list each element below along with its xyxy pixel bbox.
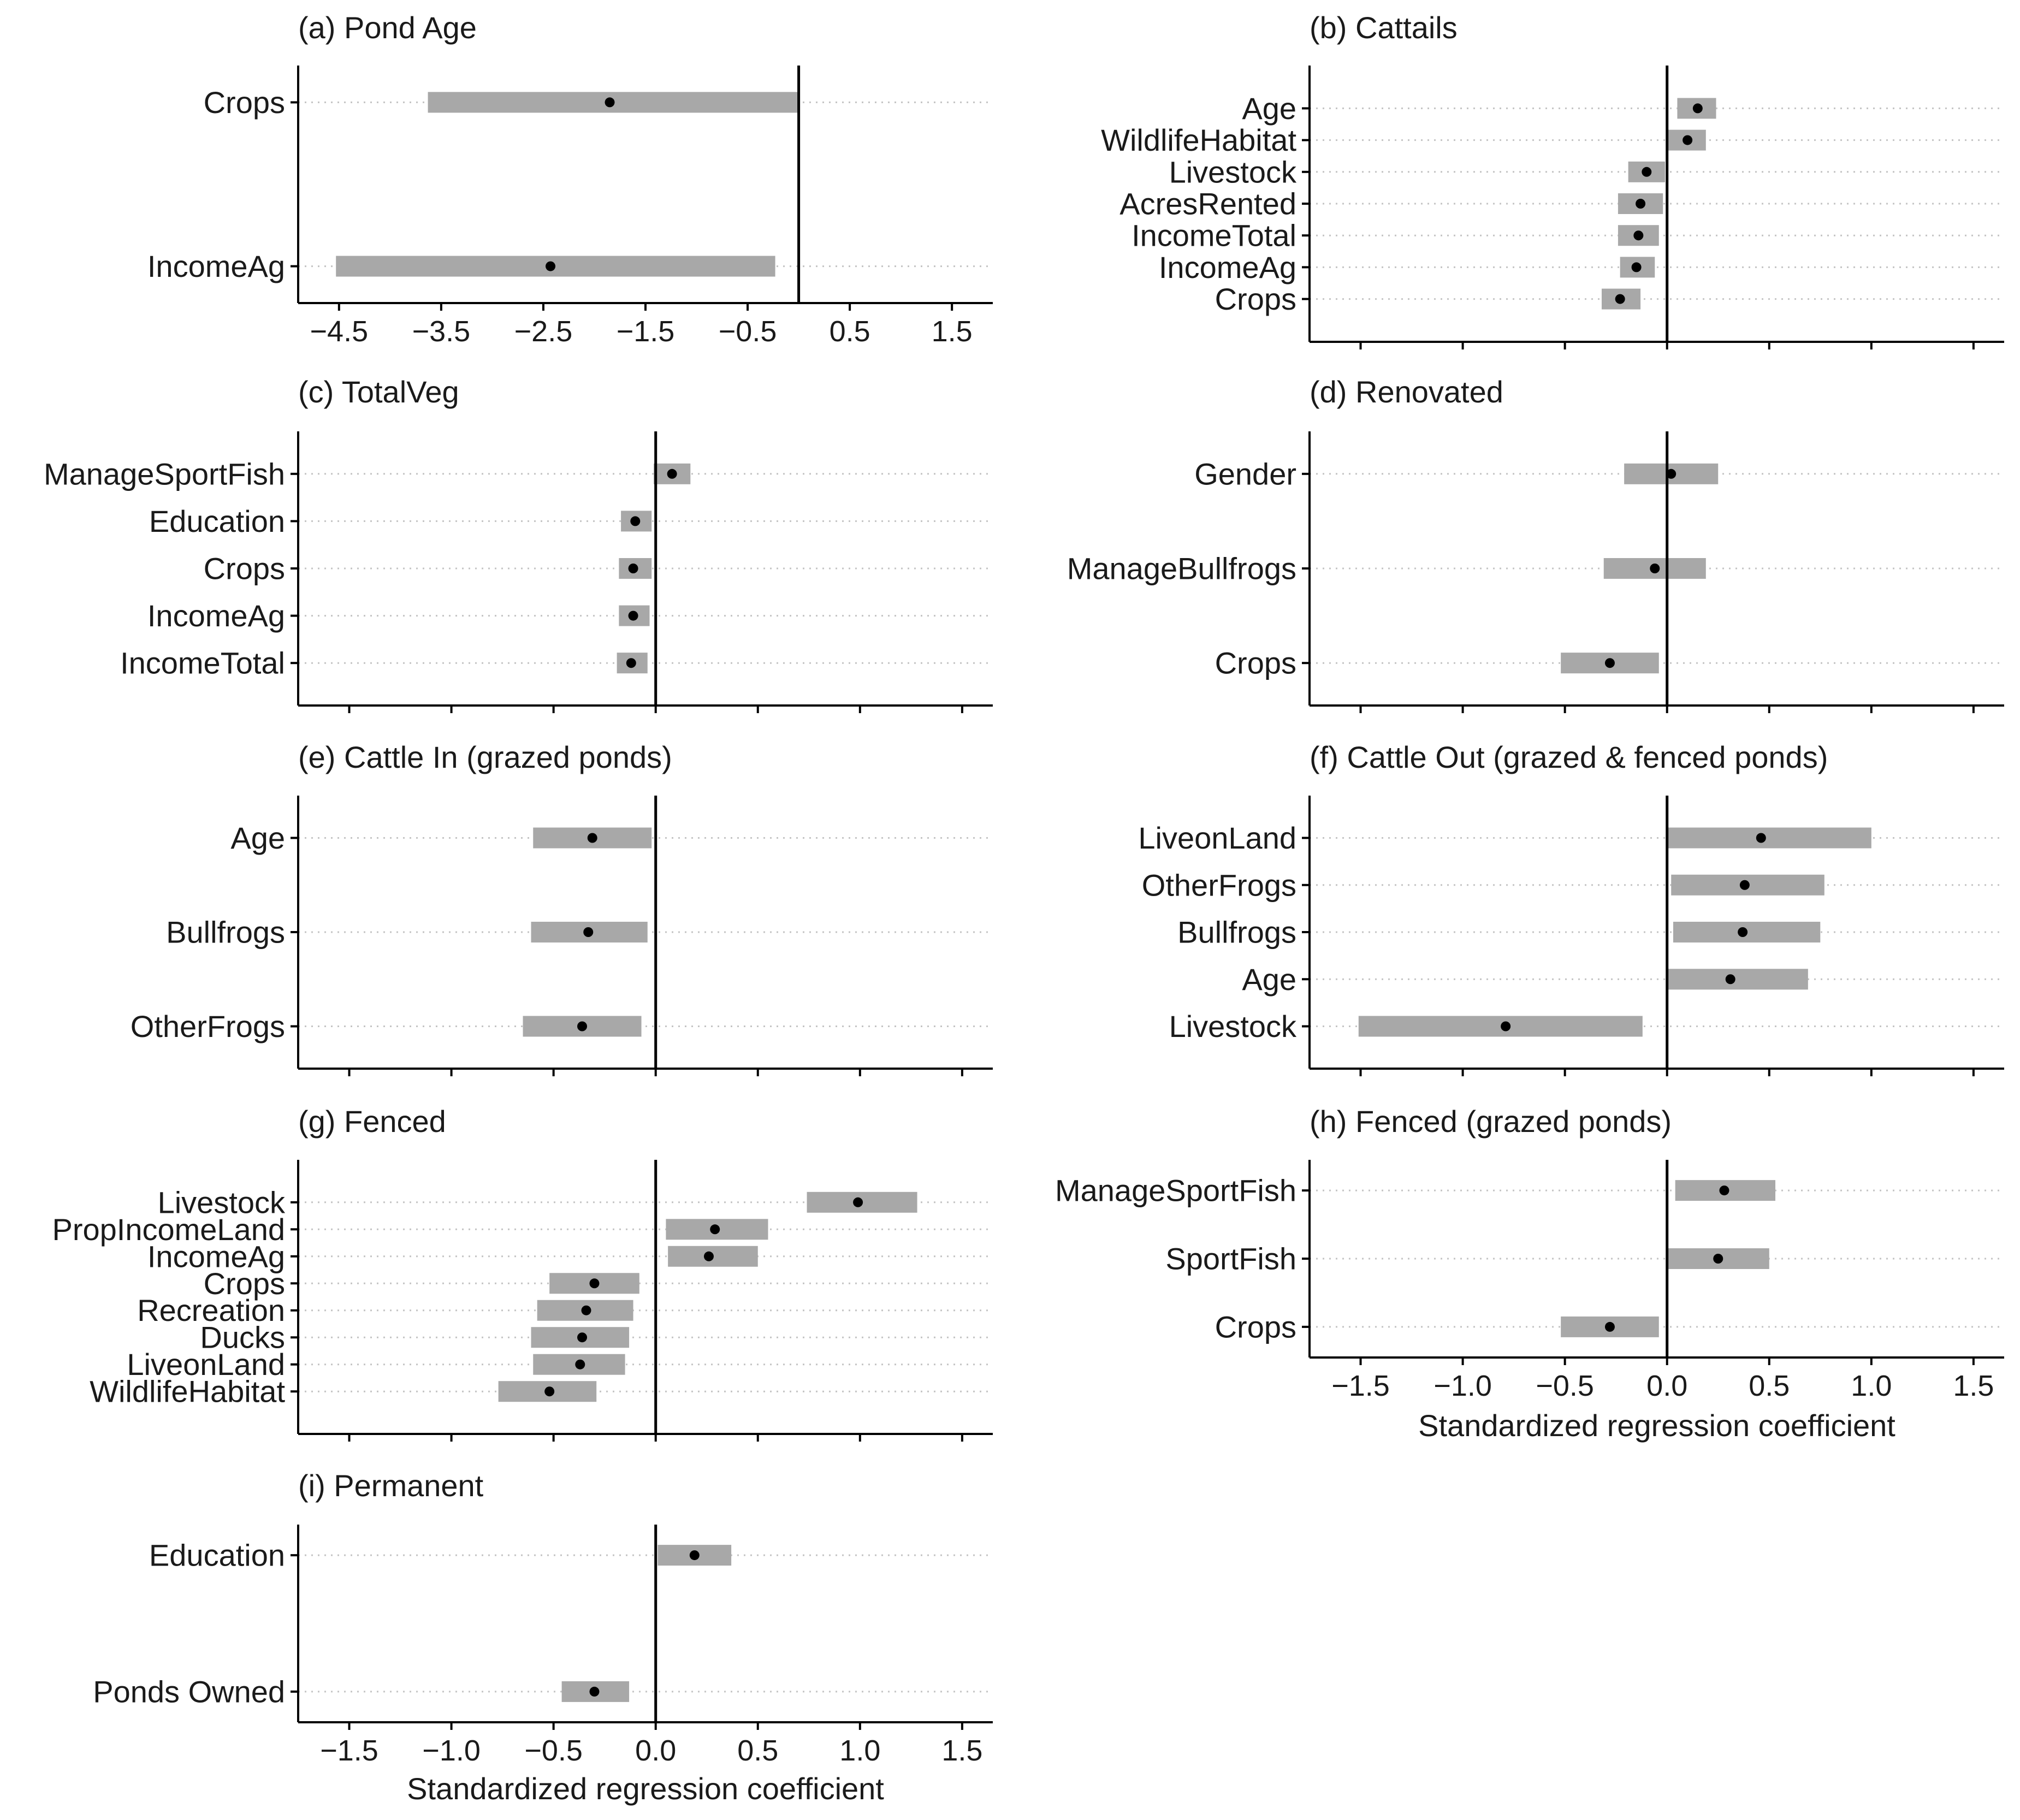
estimate-point [1713, 1254, 1723, 1264]
category-label: Age [1242, 962, 1296, 997]
category-label: AcresRented [1119, 186, 1296, 221]
estimate-point [629, 611, 638, 621]
panel-1 [147, 10, 993, 348]
estimate-point [629, 564, 638, 573]
category-label: Education [149, 503, 285, 538]
category-label: Crops [1215, 645, 1296, 680]
estimate-point [1726, 974, 1735, 984]
x-axis-title: Standardized regression coefficient [1418, 1408, 1895, 1443]
panel-title: (d) Renovated [1310, 375, 1503, 409]
x-tick-label: −1.5 [320, 1734, 378, 1767]
category-label: Bullfrogs [166, 915, 285, 950]
x-tick-label: −2.5 [514, 315, 573, 348]
interval-bar [1667, 828, 1871, 849]
estimate-point [1693, 103, 1703, 113]
estimate-point [582, 1306, 591, 1315]
estimate-point [577, 1332, 587, 1342]
estimate-point [546, 262, 555, 271]
panel-6 [1138, 740, 2004, 1076]
x-tick-label: −1.5 [1331, 1370, 1390, 1402]
category-label: Ducks [200, 1320, 285, 1355]
x-tick-label: −1.0 [1433, 1370, 1492, 1402]
panel-title: (e) Cattle In (grazed ponds) [298, 740, 672, 774]
estimate-point [1756, 833, 1766, 843]
interval-bar [1359, 1016, 1643, 1037]
estimate-point [1683, 135, 1692, 145]
panel-title: (i) Permanent [298, 1468, 484, 1503]
estimate-point [1740, 880, 1750, 890]
estimate-point [1738, 927, 1747, 937]
estimate-point [630, 516, 640, 526]
category-label: IncomeTotal [120, 645, 285, 680]
estimate-point [583, 927, 593, 937]
category-label: ManageBullfrogs [1067, 551, 1296, 586]
category-label: IncomeAg [147, 1239, 285, 1274]
panel-4 [1067, 375, 2004, 713]
category-label: IncomeAg [147, 249, 285, 284]
estimate-point [589, 1687, 599, 1697]
x-tick-label: −0.5 [718, 315, 777, 348]
category-label: Crops [203, 551, 285, 586]
panel-7 [52, 1104, 993, 1442]
panel-title: (f) Cattle Out (grazed & fenced ponds) [1310, 740, 1828, 774]
estimate-point [1650, 564, 1660, 573]
panel-title: (c) TotalVeg [298, 375, 459, 409]
estimate-point [577, 1022, 587, 1031]
category-label: WildlifeHabitat [90, 1374, 285, 1409]
x-tick-label: 0.5 [1749, 1370, 1790, 1402]
category-label: Livestock [1169, 155, 1296, 189]
category-label: Crops [1215, 282, 1296, 317]
category-label: Ponds Owned [93, 1674, 285, 1709]
panel-2 [1101, 10, 2004, 349]
panel-title: (g) Fenced [298, 1104, 446, 1139]
category-label: Livestock [1169, 1009, 1296, 1044]
estimate-point [1632, 262, 1642, 272]
estimate-point [605, 97, 615, 107]
category-label: OtherFrogs [130, 1009, 285, 1044]
panel-5 [131, 740, 993, 1076]
estimate-point [853, 1197, 863, 1207]
panel-9 [93, 1468, 993, 1806]
estimate-point [544, 1386, 554, 1396]
estimate-point [710, 1224, 720, 1234]
category-label: LiveonLand [127, 1347, 285, 1382]
estimate-point [575, 1360, 585, 1370]
category-label: Recreation [137, 1293, 285, 1328]
estimate-point [589, 1278, 599, 1288]
x-axis-title: Standardized regression coefficient [407, 1771, 884, 1806]
estimate-point [1605, 658, 1615, 668]
category-label: Age [1242, 91, 1296, 126]
estimate-point [1501, 1022, 1510, 1031]
category-label: Bullfrogs [1177, 915, 1296, 950]
x-tick-label: 1.5 [931, 315, 973, 348]
estimate-point [690, 1550, 700, 1560]
x-tick-label: 1.5 [1953, 1370, 1994, 1402]
category-label: Education [149, 1538, 285, 1573]
estimate-point [588, 833, 597, 843]
category-label: ManageSportFish [1055, 1173, 1296, 1208]
category-label: Crops [203, 85, 285, 120]
category-label: ManageSportFish [43, 457, 285, 491]
category-label: Livestock [157, 1185, 285, 1220]
x-tick-label: −4.5 [310, 315, 369, 348]
estimate-point [626, 658, 636, 668]
x-tick-label: 0.5 [737, 1734, 779, 1767]
x-tick-label: −1.5 [616, 315, 675, 348]
panel-title: (h) Fenced (grazed ponds) [1310, 1104, 1672, 1139]
x-tick-label: −0.5 [524, 1734, 583, 1767]
panel-title: (b) Cattails [1310, 10, 1458, 45]
x-tick-label: 0.5 [829, 315, 870, 348]
category-label: WildlifeHabitat [1101, 123, 1296, 158]
panel-3 [44, 375, 993, 713]
panel-8 [1055, 1104, 2004, 1443]
interval-bar [336, 256, 775, 277]
category-label: PropIncomeLand [52, 1212, 285, 1247]
category-label: Crops [1215, 1309, 1296, 1344]
category-label: IncomeTotal [1132, 218, 1296, 253]
estimate-point [1605, 1322, 1615, 1332]
panel-title: (a) Pond Age [298, 10, 477, 45]
x-tick-label: 0.0 [635, 1734, 677, 1767]
estimate-point [1642, 167, 1651, 177]
category-label: OtherFrogs [1141, 868, 1296, 903]
x-tick-label: 1.0 [1851, 1370, 1892, 1402]
x-tick-label: 1.5 [941, 1734, 983, 1767]
x-tick-label: −3.5 [412, 315, 471, 348]
estimate-point [1719, 1185, 1729, 1195]
category-label: Crops [203, 1266, 285, 1301]
estimate-point [1636, 199, 1645, 209]
x-tick-label: −1.0 [422, 1734, 481, 1767]
x-tick-label: 1.0 [839, 1734, 881, 1767]
interval-bar [1667, 969, 1808, 989]
estimate-point [704, 1252, 714, 1261]
estimate-point [1615, 294, 1625, 304]
category-label: Age [230, 821, 285, 855]
estimate-point [1633, 230, 1643, 240]
category-label: IncomeAg [1158, 250, 1296, 284]
category-label: LiveonLand [1138, 821, 1296, 855]
x-tick-label: 0.0 [1646, 1370, 1688, 1402]
estimate-point [667, 469, 677, 479]
category-label: Gender [1194, 457, 1296, 491]
category-label: IncomeAg [147, 598, 285, 633]
category-label: SportFish [1165, 1241, 1296, 1276]
x-tick-label: −0.5 [1536, 1370, 1594, 1402]
